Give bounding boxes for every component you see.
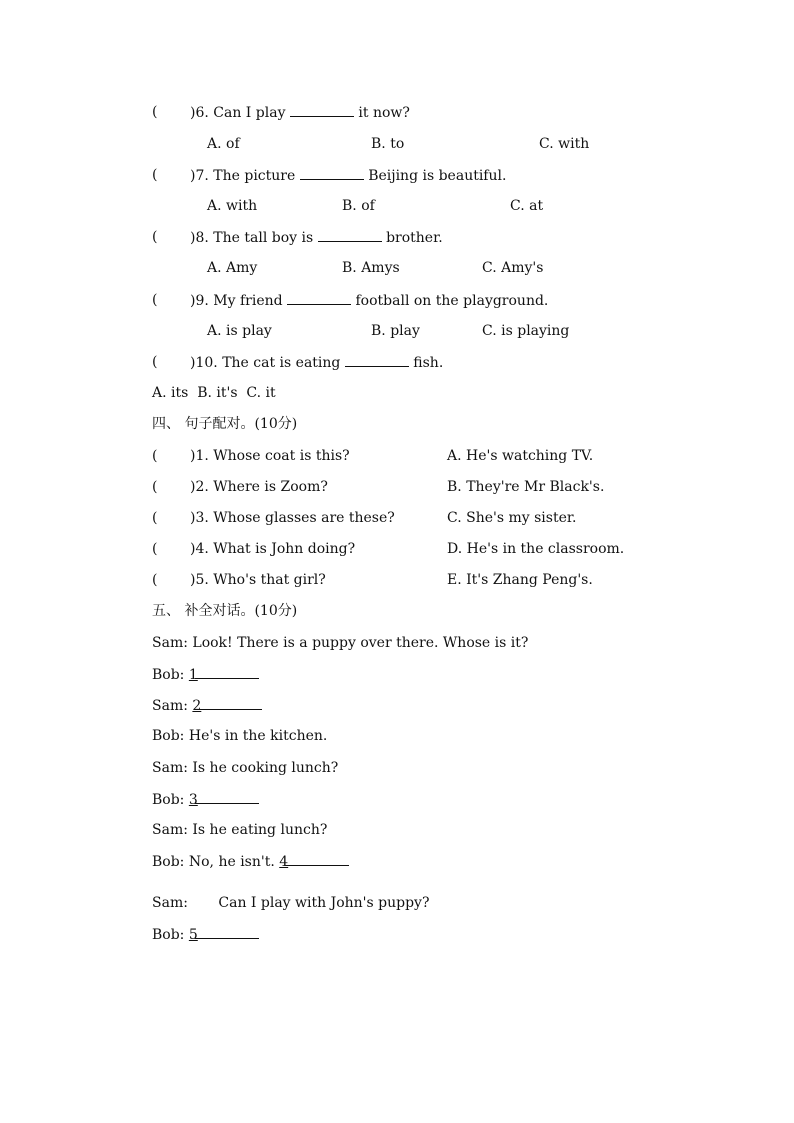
answer-paren[interactable]: ( — [152, 354, 158, 370]
dialogue-text: Is he eating lunch? — [192, 822, 328, 838]
dialogue-line — [152, 821, 327, 839]
fill-blank[interactable] — [345, 353, 409, 367]
dialogue-text: No, he isn't. — [188, 854, 275, 870]
match-answer: A. He's watching TV. — [447, 448, 594, 464]
blank-number: 1 — [188, 667, 198, 683]
question-6-text: )6. Can I play it now? — [190, 105, 410, 121]
speaker: Bob: — [152, 728, 185, 744]
answer-paren[interactable]: ( — [152, 104, 158, 120]
answer-paren[interactable]: ( — [152, 292, 158, 308]
option-c[interactable]: C. with — [539, 136, 590, 152]
option-a[interactable]: A. Amy — [207, 260, 258, 276]
dialogue-line — [152, 665, 259, 684]
blank-number: 4 — [279, 854, 289, 870]
answer-blank[interactable] — [195, 790, 259, 804]
option-b[interactable]: B. play — [371, 323, 420, 339]
fill-blank[interactable] — [290, 103, 354, 117]
option-c[interactable]: C. at — [510, 198, 544, 214]
blank-number: 2 — [192, 698, 202, 714]
speaker: Sam: — [152, 635, 188, 651]
option-b[interactable]: B. to — [371, 136, 405, 152]
speaker: Sam: — [152, 760, 188, 776]
option-c[interactable]: C. is playing — [482, 323, 570, 339]
fill-blank[interactable] — [318, 228, 382, 242]
blank-number: 3 — [188, 792, 198, 808]
dialogue-text: He's in the kitchen. — [188, 728, 328, 744]
fill-blank[interactable] — [300, 166, 364, 180]
speaker: Bob: — [152, 667, 185, 683]
answer-blank[interactable] — [285, 852, 349, 866]
section-4-title: 四、 句子配对。(10分) — [152, 416, 298, 432]
option-a[interactable]: A. is play — [207, 323, 272, 339]
answer-paren[interactable]: ( — [152, 229, 158, 245]
speaker: Sam: — [152, 698, 188, 714]
answer-paren[interactable]: ( — [152, 448, 158, 464]
dialogue-line — [152, 634, 528, 652]
dialogue-text: Is he cooking lunch? — [192, 760, 339, 776]
dialogue-line — [152, 727, 327, 745]
dialogue-line — [152, 759, 338, 777]
option-c[interactable]: C. Amy's — [482, 260, 544, 276]
match-question: )3. Whose glasses are these? — [190, 510, 395, 526]
option-a[interactable]: A. of — [207, 136, 240, 152]
answer-blank[interactable] — [195, 925, 259, 939]
blank-number: 5 — [188, 927, 198, 943]
answer-paren[interactable]: ( — [152, 510, 158, 526]
answer-paren[interactable]: ( — [152, 479, 158, 495]
dialogue-line — [152, 790, 259, 809]
match-answer: E. It's Zhang Peng's. — [447, 572, 593, 588]
question-7-text: )7. The picture Beijing is beautiful. — [190, 168, 507, 184]
dialogue-line — [152, 852, 349, 871]
section-5-title: 五、 补全对话。(10分) — [152, 603, 298, 619]
speaker: Bob: — [152, 927, 185, 943]
question-10-options: A. its B. it's C. it — [152, 385, 276, 401]
answer-paren[interactable]: ( — [152, 572, 158, 588]
question-9-text: )9. My friend football on the playground. — [190, 293, 549, 309]
speaker: Sam: — [152, 822, 188, 838]
answer-blank[interactable] — [198, 696, 262, 710]
match-answer: D. He's in the classroom. — [447, 541, 625, 557]
option-a[interactable]: A. with — [207, 198, 258, 214]
question-10-text: )10. The cat is eating fish. — [190, 355, 444, 371]
dialogue-line — [152, 894, 429, 912]
speaker: Bob: — [152, 792, 185, 808]
match-answer: B. They're Mr Black's. — [447, 479, 605, 495]
dialogue-line — [152, 696, 262, 715]
speaker: Sam: — [152, 895, 188, 911]
answer-paren[interactable]: ( — [152, 167, 158, 183]
dialogue-text: Look! There is a puppy over there. Whose is it? — [192, 635, 529, 651]
option-b[interactable]: B. of — [342, 198, 375, 214]
match-question: )1. Whose coat is this? — [190, 448, 350, 464]
answer-paren[interactable]: ( — [152, 541, 158, 557]
answer-blank[interactable] — [195, 665, 259, 679]
match-question: )4. What is John doing? — [190, 541, 356, 557]
dialogue-line — [152, 925, 259, 944]
fill-blank[interactable] — [287, 291, 351, 305]
option-b[interactable]: B. Amys — [342, 260, 400, 276]
question-8-text: )8. The tall boy is brother. — [190, 230, 443, 246]
match-answer: C. She's my sister. — [447, 510, 577, 526]
match-question: )2. Where is Zoom? — [190, 479, 328, 495]
dialogue-text: Can I play with John's puppy? — [218, 895, 430, 911]
speaker: Bob: — [152, 854, 185, 870]
match-question: )5. Who's that girl? — [190, 572, 326, 588]
